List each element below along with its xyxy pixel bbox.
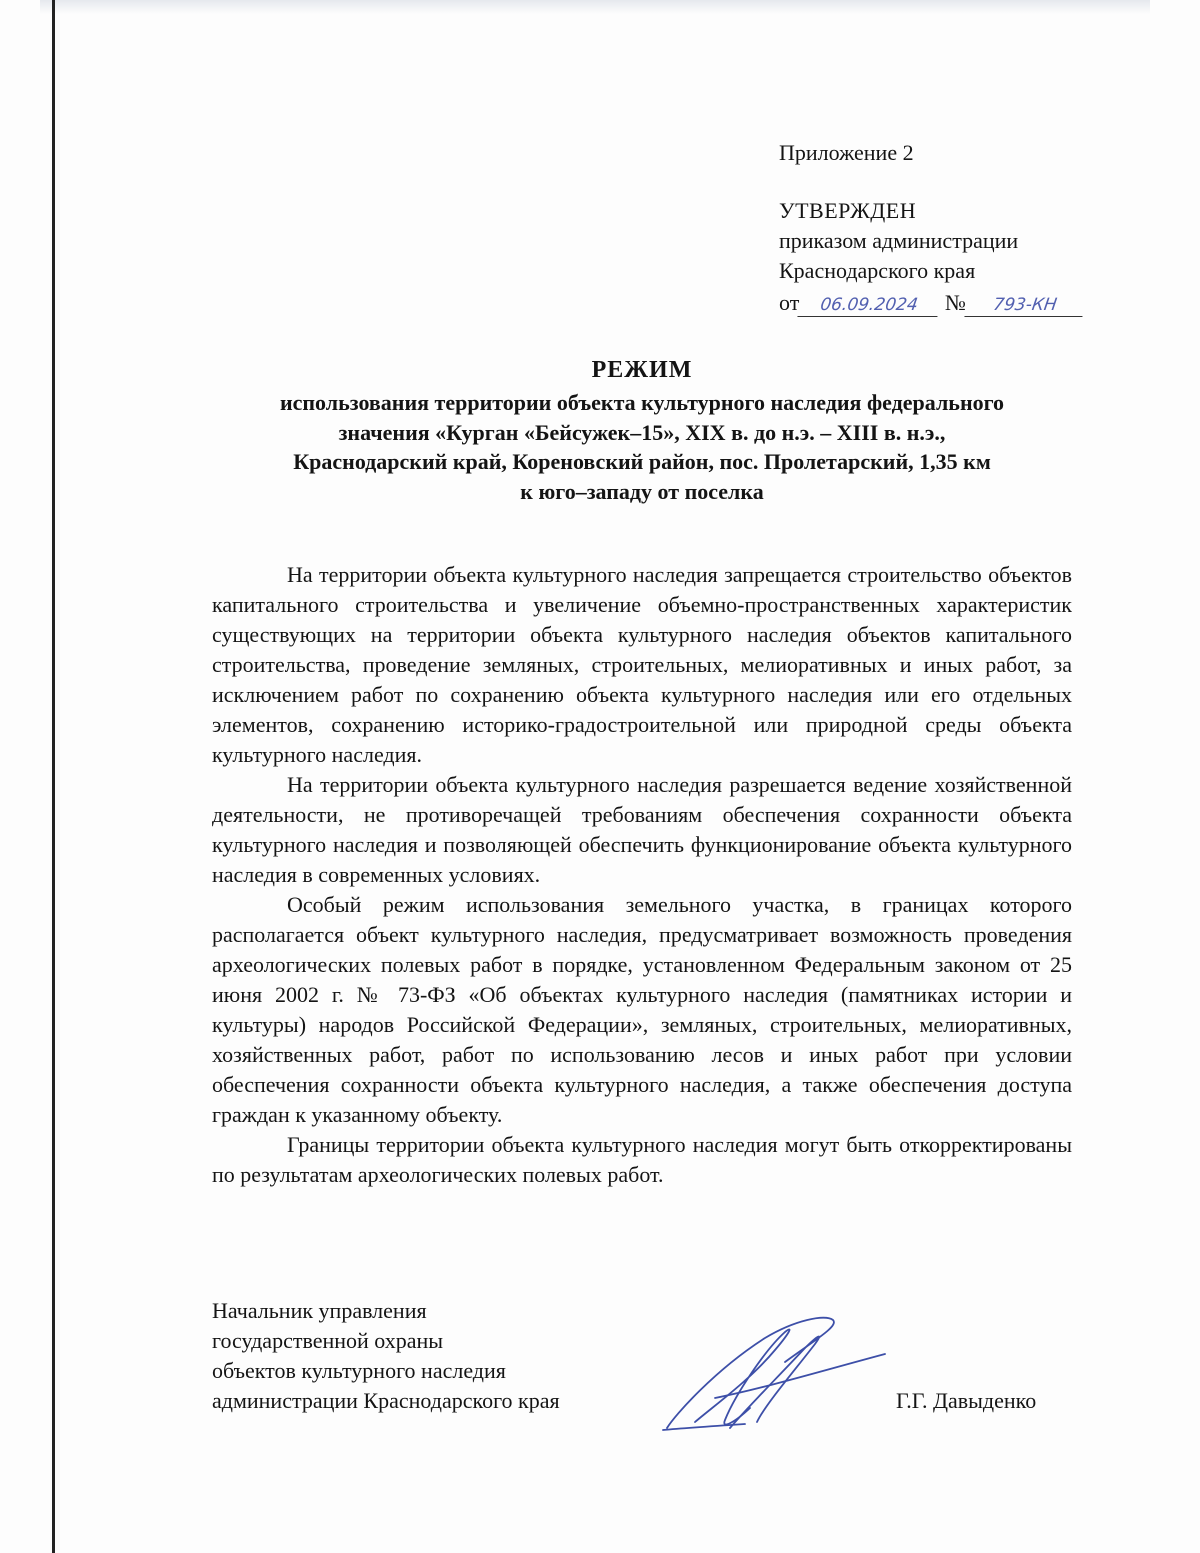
document-body bbox=[212, 560, 1072, 1190]
handwritten-signature bbox=[655, 1310, 895, 1440]
annex-label: Приложение 2 bbox=[779, 140, 914, 165]
approval-line-2: Краснодарского края bbox=[779, 258, 976, 283]
signer-name: Г.Г. Давыденко bbox=[896, 1388, 1037, 1413]
title-line-3: Краснодарский край, Кореновский район, пос. Пролетарский, 1,35 км bbox=[293, 449, 991, 474]
position-line-4: администрации Краснодарского края bbox=[212, 1388, 560, 1413]
title-line-1: использования территории объекта культурного наследия федерального bbox=[279, 390, 1005, 415]
handwritten-number: 793-КН bbox=[964, 294, 1085, 317]
title-line-2: значения «Курган «Бейсужек–15», XIX в. до н.э. – XIII в. н.э., bbox=[338, 419, 946, 445]
body-paragraph-2: На территории объекта культурного наследия разрешается ведение хозяйственной деятельности, не противоречащей требованиям обеспечения сохранности объекта культурного наследия и позволяющей обеспечить функционирование объекта культурного наследия в современных условиях. bbox=[212, 772, 1072, 887]
body-paragraph-3: Особый режим использования земельного участка, в границах которого располагается объект культурного наследия, предусматривает возможность проведения археологических полевых работ в порядке, установленном Федеральным законом от 25 июня 2002 г. № 73-ФЗ «Об объектах культурного наследия (памятниках истории и культуры) народов Российской Федерации», земляных, строительных, мелиоративных, хозяйственных работ, работ по использованию лесов и иных работ при условии обеспечения сохранности объекта культурного наследия, а также обеспечения доступа граждан к указанному объекту. bbox=[212, 892, 1072, 1127]
body-paragraph-4: Границы территории объекта культурного наследия могут быть откорректированы по результатам археологических полевых работ. bbox=[212, 1132, 1072, 1187]
approval-line-1: приказом администрации bbox=[779, 228, 1019, 253]
approval-date-line bbox=[779, 288, 1109, 318]
position-line-2: государственной охраны bbox=[212, 1328, 444, 1353]
title-line-4: к юго–западу от поселка bbox=[520, 478, 764, 504]
scan-shadow bbox=[40, 0, 1150, 14]
body-paragraph-1: На территории объекта культурного наследия запрещается строительство объектов капитального строительства и увеличение объемно-пространственных характеристик существующих на территории объекта культурного наследия объектов капитального строительства, проведение земляных, строительных, мелиоративных и иных работ, за исключением работ по сохранению объекта культурного наследия или его отдельных элементов, сохранению историко-градостроительной или природной среды объекта культурного наследия. bbox=[212, 562, 1072, 767]
scan-left-edge bbox=[52, 0, 55, 1553]
approved-heading: УТВЕРЖДЕН bbox=[779, 198, 917, 223]
signatory-position bbox=[212, 1296, 652, 1416]
title-main: РЕЖИМ bbox=[591, 357, 693, 383]
position-line-1: Начальник управления bbox=[212, 1298, 427, 1323]
number-prefix: № bbox=[944, 290, 966, 315]
approval-stamp-block bbox=[779, 138, 1109, 318]
document-title bbox=[200, 352, 1084, 506]
date-prefix: от bbox=[779, 290, 800, 315]
handwritten-date: 06.09.2024 bbox=[798, 294, 941, 317]
position-line-3: объектов культурного наследия bbox=[212, 1358, 506, 1383]
